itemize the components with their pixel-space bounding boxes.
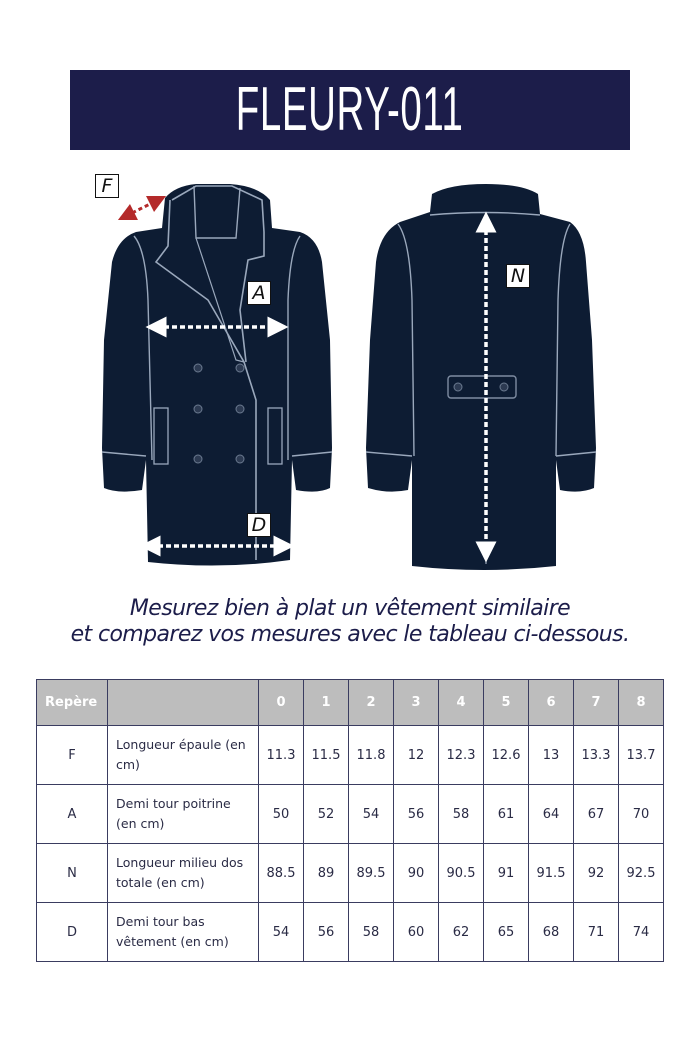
cell-value: 58: [349, 903, 394, 962]
cell-value: 64: [529, 785, 574, 844]
front-coat: [102, 184, 332, 566]
label-n: N: [506, 264, 530, 288]
row-description: Longueur épaule (en cm): [108, 726, 259, 785]
cell-value: 11.8: [349, 726, 394, 785]
row-description: Longueur milieu dos totale (en cm): [108, 844, 259, 903]
label-f: F: [95, 174, 119, 198]
instructions-line-1: Mesurez bien à plat un vêtement similaire: [129, 596, 571, 621]
coat-drawing-icon: [0, 160, 700, 580]
measurement-instructions: [0, 596, 700, 648]
cell-value: 62: [439, 903, 484, 962]
cell-value: 65: [484, 903, 529, 962]
table-header-row: [37, 680, 664, 726]
back-coat: [366, 184, 596, 570]
cell-value: 58: [439, 785, 484, 844]
cell-value: 74: [619, 903, 664, 962]
header-size-6: 6: [529, 680, 574, 726]
cell-value: 90.5: [439, 844, 484, 903]
cell-value: 12: [394, 726, 439, 785]
header-size-1: 1: [304, 680, 349, 726]
cell-value: 89: [304, 844, 349, 903]
row-repere: F: [37, 726, 108, 785]
label-d: D: [247, 513, 271, 537]
cell-value: 13: [529, 726, 574, 785]
cell-value: 56: [304, 903, 349, 962]
size-chart-table: [36, 679, 664, 962]
cell-value: 92: [574, 844, 619, 903]
row-description: Demi tour bas vêtement (en cm): [108, 903, 259, 962]
header-size-0: 0: [259, 680, 304, 726]
header-size-2: 2: [349, 680, 394, 726]
cell-value: 90: [394, 844, 439, 903]
cell-value: 92.5: [619, 844, 664, 903]
row-description: Demi tour poitrine (en cm): [108, 785, 259, 844]
header-size-8: 8: [619, 680, 664, 726]
cell-value: 52: [304, 785, 349, 844]
header-size-7: 7: [574, 680, 619, 726]
cell-value: 56: [394, 785, 439, 844]
table-row: [37, 726, 664, 785]
cell-value: 54: [349, 785, 394, 844]
cell-value: 91.5: [529, 844, 574, 903]
cell-value: 11.5: [304, 726, 349, 785]
header-repere: Repère: [37, 680, 108, 726]
cell-value: 61: [484, 785, 529, 844]
cell-value: 11.3: [259, 726, 304, 785]
header-description: [108, 680, 259, 726]
header-size-5: 5: [484, 680, 529, 726]
row-repere: A: [37, 785, 108, 844]
header-size-3: 3: [394, 680, 439, 726]
cell-value: 12.3: [439, 726, 484, 785]
title-banner: [70, 70, 630, 150]
cell-value: 91: [484, 844, 529, 903]
cell-value: 60: [394, 903, 439, 962]
cell-value: 13.3: [574, 726, 619, 785]
label-a: A: [247, 281, 271, 305]
cell-value: 70: [619, 785, 664, 844]
table-row: [37, 785, 664, 844]
cell-value: 68: [529, 903, 574, 962]
row-repere: D: [37, 903, 108, 962]
row-repere: N: [37, 844, 108, 903]
cell-value: 88.5: [259, 844, 304, 903]
cell-value: 50: [259, 785, 304, 844]
header-size-4: 4: [439, 680, 484, 726]
cell-value: 89.5: [349, 844, 394, 903]
cell-value: 71: [574, 903, 619, 962]
cell-value: 67: [574, 785, 619, 844]
cell-value: 12.6: [484, 726, 529, 785]
table-row: [37, 903, 664, 962]
coat-illustration: [0, 160, 700, 580]
table-row: [37, 844, 664, 903]
product-title: FLEURY-011: [236, 75, 464, 144]
cell-value: 13.7: [619, 726, 664, 785]
cell-value: 54: [259, 903, 304, 962]
instructions-line-2: et comparez vos mesures avec le tableau ci-dessous.: [70, 622, 630, 647]
